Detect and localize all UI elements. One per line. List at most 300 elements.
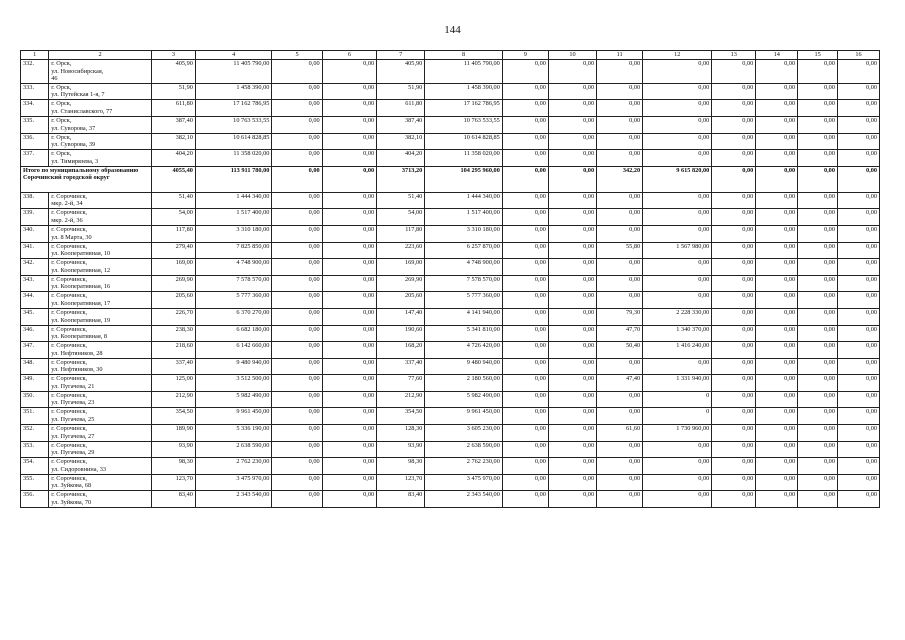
- row-index-cell: 352.: [21, 425, 49, 442]
- table-row: [21, 375, 880, 392]
- column-number-header: 10: [548, 51, 596, 60]
- value-cell: 0,00: [502, 100, 548, 117]
- value-cell: 54,00: [377, 209, 425, 226]
- value-cell: 0,00: [272, 308, 322, 325]
- value-cell: 0,00: [502, 259, 548, 276]
- value-cell: 0,00: [502, 325, 548, 342]
- value-cell: 9 480 940,00: [195, 358, 271, 375]
- value-cell: 0,00: [712, 325, 756, 342]
- value-cell: 169,00: [151, 259, 195, 276]
- address-cell: г. Сорочинск, ул. Пугачева, 25: [49, 408, 152, 425]
- table-row: [21, 242, 880, 259]
- row-index-cell: 332.: [21, 60, 49, 84]
- table-row: [21, 259, 880, 276]
- value-cell: 0,00: [798, 358, 838, 375]
- value-cell: 5 341 810,00: [425, 325, 503, 342]
- value-cell: 0,00: [597, 100, 643, 117]
- address-cell: г. Сорочинск, ул. Пугачева, 29: [49, 441, 152, 458]
- value-cell: 0,00: [322, 192, 376, 209]
- column-number-header: 7: [377, 51, 425, 60]
- value-cell: 0,00: [597, 358, 643, 375]
- value-cell: 337,40: [151, 358, 195, 375]
- value-cell: 0,00: [643, 491, 712, 508]
- value-cell: 0,00: [756, 491, 798, 508]
- value-cell: 279,40: [151, 242, 195, 259]
- value-cell: 0,00: [643, 458, 712, 475]
- value-cell: 190,60: [377, 325, 425, 342]
- value-cell: 0,00: [643, 116, 712, 133]
- value-cell: 0,00: [322, 83, 376, 100]
- row-index-cell: 340.: [21, 225, 49, 242]
- value-cell: 0,00: [712, 133, 756, 150]
- value-cell: 1 416 240,00: [643, 342, 712, 359]
- value-cell: 93,90: [151, 441, 195, 458]
- value-cell: 0,00: [597, 474, 643, 491]
- value-cell: 0,00: [272, 83, 322, 100]
- value-cell: 0,00: [597, 83, 643, 100]
- value-cell: 0,00: [502, 441, 548, 458]
- table-row: [21, 391, 880, 408]
- value-cell: 0,00: [502, 458, 548, 475]
- column-number-header: 4: [195, 51, 271, 60]
- value-cell: 0,00: [597, 491, 643, 508]
- value-cell: 0,00: [272, 375, 322, 392]
- value-cell: 0,00: [798, 60, 838, 84]
- value-cell: 0,00: [597, 441, 643, 458]
- address-cell: г. Орск, ул. Новосибирская, 46: [49, 60, 152, 84]
- value-cell: 0,00: [322, 308, 376, 325]
- value-cell: 5 777 360,00: [195, 292, 271, 309]
- value-cell: 0,00: [837, 491, 879, 508]
- value-cell: 405,90: [377, 60, 425, 84]
- value-cell: 0,00: [272, 408, 322, 425]
- address-cell: г. Сорочинск, ул. Зуйкова, 70: [49, 491, 152, 508]
- value-cell: 0,00: [548, 192, 596, 209]
- value-cell: 6 142 660,00: [195, 342, 271, 359]
- page-number: 144: [444, 24, 461, 36]
- value-cell: 98,30: [377, 458, 425, 475]
- data-table: [20, 50, 880, 508]
- value-cell: 6 257 870,00: [425, 242, 503, 259]
- value-cell: 0: [643, 391, 712, 408]
- value-cell: 0,00: [643, 275, 712, 292]
- column-number-header: 6: [322, 51, 376, 60]
- address-cell: г. Сорочинск, мкр. 2-й, 36: [49, 209, 152, 226]
- value-cell: 0,00: [756, 209, 798, 226]
- row-index-cell: 345.: [21, 308, 49, 325]
- value-cell: 1 458 390,00: [425, 83, 503, 100]
- value-cell: 0,00: [798, 491, 838, 508]
- value-cell: 0,00: [837, 150, 879, 167]
- value-cell: 0,00: [756, 192, 798, 209]
- row-index-cell: 350.: [21, 391, 49, 408]
- value-cell: 0,00: [756, 391, 798, 408]
- value-cell: 0,00: [548, 150, 596, 167]
- value-cell: 226,70: [151, 308, 195, 325]
- row-index-cell: 344.: [21, 292, 49, 309]
- value-cell: 0,00: [756, 116, 798, 133]
- value-cell: 98,30: [151, 458, 195, 475]
- value-cell: 0,00: [837, 474, 879, 491]
- address-cell: г. Орск, ул. Путейская 1-я, 7: [49, 83, 152, 100]
- value-cell: 212,90: [377, 391, 425, 408]
- address-cell: г. Орск, ул. Суворова, 37: [49, 116, 152, 133]
- value-cell: 125,00: [151, 375, 195, 392]
- address-cell: г. Орск, ул. Тимирязева, 3: [49, 150, 152, 167]
- value-cell: 0,00: [322, 425, 376, 442]
- value-cell: 0,00: [798, 391, 838, 408]
- value-cell: 0,00: [798, 325, 838, 342]
- value-cell: 0,00: [837, 425, 879, 442]
- value-cell: 0,00: [502, 342, 548, 359]
- table-row: [21, 150, 880, 167]
- value-cell: 0,00: [837, 225, 879, 242]
- value-cell: 2 638 590,00: [195, 441, 271, 458]
- value-cell: 51,40: [377, 192, 425, 209]
- value-cell: 0,00: [798, 474, 838, 491]
- address-cell: г. Сорочинск, ул. 8 Марта, 30: [49, 225, 152, 242]
- value-cell: 0,00: [502, 209, 548, 226]
- value-cell: 7 825 850,00: [195, 242, 271, 259]
- value-cell: 0,00: [712, 425, 756, 442]
- value-cell: 1 517 400,00: [425, 209, 503, 226]
- value-cell: 0: [643, 408, 712, 425]
- value-cell: 189,90: [151, 425, 195, 442]
- table-row: [21, 60, 880, 84]
- total-value-cell: 0,00: [756, 166, 798, 192]
- value-cell: 93,90: [377, 441, 425, 458]
- value-cell: 10 614 828,85: [195, 133, 271, 150]
- value-cell: 238,30: [151, 325, 195, 342]
- value-cell: 123,70: [377, 474, 425, 491]
- total-label: Итого по муниципальному образованию Сорочинский городской округ: [21, 166, 152, 192]
- value-cell: 0,00: [548, 408, 596, 425]
- value-cell: 405,90: [151, 60, 195, 84]
- value-cell: 17 162 786,95: [195, 100, 271, 117]
- value-cell: 1 444 340,00: [195, 192, 271, 209]
- value-cell: 0,00: [756, 458, 798, 475]
- total-value-cell: 0,00: [837, 166, 879, 192]
- value-cell: 147,40: [377, 308, 425, 325]
- value-cell: 382,10: [151, 133, 195, 150]
- value-cell: 0,00: [756, 225, 798, 242]
- value-cell: 0,00: [322, 325, 376, 342]
- value-cell: 0,00: [643, 209, 712, 226]
- value-cell: 0,00: [837, 292, 879, 309]
- total-value-cell: 104 295 960,00: [425, 166, 503, 192]
- value-cell: 0,00: [597, 458, 643, 475]
- value-cell: 0,00: [548, 425, 596, 442]
- value-cell: 0,00: [322, 116, 376, 133]
- value-cell: 3 475 970,00: [195, 474, 271, 491]
- value-cell: 0,00: [837, 83, 879, 100]
- column-number-header: 11: [597, 51, 643, 60]
- value-cell: 0,00: [548, 375, 596, 392]
- value-cell: 0,00: [322, 242, 376, 259]
- value-cell: 0,00: [798, 83, 838, 100]
- address-cell: г. Сорочинск, ул. Кооперативная, 8: [49, 325, 152, 342]
- value-cell: 0,00: [597, 275, 643, 292]
- value-cell: 0,00: [272, 441, 322, 458]
- table-row: [21, 308, 880, 325]
- value-cell: 0,00: [643, 133, 712, 150]
- total-value-cell: 3713,20: [377, 166, 425, 192]
- value-cell: 0,00: [712, 150, 756, 167]
- row-index-cell: 354.: [21, 458, 49, 475]
- value-cell: 0,00: [798, 342, 838, 359]
- value-cell: 0,00: [548, 474, 596, 491]
- table-row: [21, 325, 880, 342]
- value-cell: 0,00: [272, 259, 322, 276]
- column-number-row: [21, 51, 880, 60]
- value-cell: 0,00: [756, 474, 798, 491]
- value-cell: 0,00: [712, 292, 756, 309]
- column-number-header: 5: [272, 51, 322, 60]
- value-cell: 0,00: [502, 275, 548, 292]
- value-cell: 83,40: [377, 491, 425, 508]
- value-cell: 354,50: [377, 408, 425, 425]
- value-cell: 3 310 180,00: [425, 225, 503, 242]
- value-cell: 0,00: [756, 358, 798, 375]
- value-cell: 0,00: [837, 242, 879, 259]
- value-cell: 168,20: [377, 342, 425, 359]
- value-cell: 0,00: [643, 60, 712, 84]
- value-cell: 0,00: [712, 491, 756, 508]
- table-row: [21, 474, 880, 491]
- value-cell: 0,00: [798, 133, 838, 150]
- row-index-cell: 337.: [21, 150, 49, 167]
- value-cell: 79,30: [597, 308, 643, 325]
- value-cell: 117,80: [377, 225, 425, 242]
- value-cell: 0,00: [548, 358, 596, 375]
- value-cell: 0,00: [798, 441, 838, 458]
- value-cell: 0,00: [548, 292, 596, 309]
- value-cell: 0,00: [756, 242, 798, 259]
- value-cell: 0,00: [502, 375, 548, 392]
- value-cell: 0,00: [597, 408, 643, 425]
- value-cell: 0,00: [597, 292, 643, 309]
- address-cell: г. Сорочинск, ул. Кооперативная, 19: [49, 308, 152, 325]
- value-cell: 0,00: [712, 192, 756, 209]
- value-cell: 50,40: [597, 342, 643, 359]
- value-cell: 0,00: [322, 375, 376, 392]
- value-cell: 2 762 230,00: [195, 458, 271, 475]
- value-cell: 0,00: [272, 358, 322, 375]
- value-cell: 0,00: [643, 150, 712, 167]
- value-cell: 2 180 560,00: [425, 375, 503, 392]
- value-cell: 0,00: [798, 259, 838, 276]
- value-cell: 0,00: [322, 408, 376, 425]
- value-cell: 0,00: [643, 192, 712, 209]
- table-row: [21, 458, 880, 475]
- value-cell: 0,00: [548, 133, 596, 150]
- value-cell: 0,00: [502, 242, 548, 259]
- value-cell: 9 961 450,00: [425, 408, 503, 425]
- total-value-cell: 9 615 820,00: [643, 166, 712, 192]
- row-index-cell: 343.: [21, 275, 49, 292]
- value-cell: 0,00: [756, 275, 798, 292]
- value-cell: 0,00: [322, 358, 376, 375]
- total-value-cell: 4055,40: [151, 166, 195, 192]
- value-cell: 223,60: [377, 242, 425, 259]
- table-row: [21, 491, 880, 508]
- address-cell: г. Сорочинск, ул. Нефтяников, 28: [49, 342, 152, 359]
- value-cell: 0,00: [837, 342, 879, 359]
- address-cell: г. Сорочинск, ул. Пугачева, 23: [49, 391, 152, 408]
- value-cell: 0,00: [712, 242, 756, 259]
- column-number-header: 1: [21, 51, 49, 60]
- value-cell: 0,00: [548, 116, 596, 133]
- column-number-header: 3: [151, 51, 195, 60]
- value-cell: 0,00: [548, 458, 596, 475]
- value-cell: 0,00: [643, 225, 712, 242]
- value-cell: 0,00: [502, 491, 548, 508]
- total-value-cell: 113 911 780,00: [195, 166, 271, 192]
- value-cell: 0,00: [322, 474, 376, 491]
- value-cell: 2 343 540,00: [425, 491, 503, 508]
- address-cell: г. Сорочинск, мкр. 2-й, 34: [49, 192, 152, 209]
- value-cell: 0,00: [322, 60, 376, 84]
- value-cell: 3 475 970,00: [425, 474, 503, 491]
- value-cell: 0,00: [837, 209, 879, 226]
- total-value-cell: 0,00: [798, 166, 838, 192]
- value-cell: 11 358 020,00: [425, 150, 503, 167]
- value-cell: 83,40: [151, 491, 195, 508]
- address-cell: г. Сорочинск, ул. Сидоровнина, 33: [49, 458, 152, 475]
- row-index-cell: 351.: [21, 408, 49, 425]
- value-cell: 0,00: [712, 391, 756, 408]
- value-cell: 0,00: [272, 192, 322, 209]
- row-index-cell: 356.: [21, 491, 49, 508]
- value-cell: 0,00: [322, 391, 376, 408]
- table-row: [21, 116, 880, 133]
- value-cell: 0,00: [712, 259, 756, 276]
- column-number-header: 15: [798, 51, 838, 60]
- value-cell: 0,00: [548, 391, 596, 408]
- value-cell: 0,00: [322, 100, 376, 117]
- value-cell: 0,00: [643, 292, 712, 309]
- value-cell: 0,00: [756, 308, 798, 325]
- row-index-cell: 346.: [21, 325, 49, 342]
- value-cell: 0,00: [502, 358, 548, 375]
- value-cell: 9 961 450,00: [195, 408, 271, 425]
- value-cell: 0,00: [837, 133, 879, 150]
- value-cell: 0,00: [712, 358, 756, 375]
- value-cell: 0,00: [548, 491, 596, 508]
- value-cell: 0,00: [643, 441, 712, 458]
- value-cell: 0,00: [756, 375, 798, 392]
- value-cell: 0,00: [712, 342, 756, 359]
- value-cell: 0,00: [597, 150, 643, 167]
- value-cell: 0,00: [712, 116, 756, 133]
- value-cell: 0,00: [322, 491, 376, 508]
- value-cell: 0,00: [837, 408, 879, 425]
- value-cell: 0,00: [798, 150, 838, 167]
- value-cell: 6 682 180,00: [195, 325, 271, 342]
- address-cell: г. Сорочинск, ул. Зуйкова, 68: [49, 474, 152, 491]
- value-cell: 0,00: [837, 375, 879, 392]
- value-cell: 0,00: [322, 458, 376, 475]
- value-cell: 0,00: [548, 100, 596, 117]
- value-cell: 0,00: [837, 60, 879, 84]
- value-cell: 0,00: [643, 259, 712, 276]
- value-cell: 269,90: [377, 275, 425, 292]
- value-cell: 0,00: [548, 225, 596, 242]
- value-cell: 10 763 533,55: [195, 116, 271, 133]
- column-number-header: 8: [425, 51, 503, 60]
- address-cell: г. Сорочинск, ул. Нефтяников, 30: [49, 358, 152, 375]
- value-cell: 0,00: [322, 259, 376, 276]
- value-cell: 2 228 330,00: [643, 308, 712, 325]
- value-cell: 1 567 980,00: [643, 242, 712, 259]
- value-cell: 0,00: [643, 358, 712, 375]
- value-cell: 1 517 400,00: [195, 209, 271, 226]
- value-cell: 0,00: [272, 60, 322, 84]
- value-cell: 0,00: [597, 209, 643, 226]
- value-cell: 0,00: [756, 100, 798, 117]
- table-row: [21, 441, 880, 458]
- value-cell: 0,00: [756, 342, 798, 359]
- value-cell: 47,70: [597, 325, 643, 342]
- table-row: [21, 408, 880, 425]
- value-cell: 0,00: [502, 83, 548, 100]
- value-cell: 0,00: [798, 242, 838, 259]
- value-cell: 0,00: [502, 425, 548, 442]
- value-cell: 0,00: [837, 259, 879, 276]
- table-row: [21, 292, 880, 309]
- value-cell: 387,40: [377, 116, 425, 133]
- value-cell: 0,00: [272, 275, 322, 292]
- value-cell: 51,90: [377, 83, 425, 100]
- value-cell: 0,00: [712, 458, 756, 475]
- value-cell: 0,00: [502, 391, 548, 408]
- column-number-header: 9: [502, 51, 548, 60]
- value-cell: 0,00: [837, 358, 879, 375]
- value-cell: 218,60: [151, 342, 195, 359]
- address-cell: г. Сорочинск, ул. Кооперативная, 16: [49, 275, 152, 292]
- value-cell: 0,00: [712, 275, 756, 292]
- value-cell: 0,00: [798, 116, 838, 133]
- value-cell: 0,00: [712, 225, 756, 242]
- value-cell: 382,10: [377, 133, 425, 150]
- value-cell: 0,00: [798, 408, 838, 425]
- column-number-header: 14: [756, 51, 798, 60]
- value-cell: 0,00: [798, 275, 838, 292]
- value-cell: 611,80: [377, 100, 425, 117]
- row-index-cell: 349.: [21, 375, 49, 392]
- row-index-cell: 341.: [21, 242, 49, 259]
- value-cell: 0,00: [712, 209, 756, 226]
- total-row: [21, 166, 880, 192]
- value-cell: 0,00: [712, 308, 756, 325]
- row-index-cell: 335.: [21, 116, 49, 133]
- total-value-cell: 0,00: [502, 166, 548, 192]
- total-value-cell: 342,20: [597, 166, 643, 192]
- value-cell: 0,00: [502, 225, 548, 242]
- value-cell: 0,00: [548, 275, 596, 292]
- value-cell: 404,20: [151, 150, 195, 167]
- value-cell: 10 763 533,55: [425, 116, 503, 133]
- value-cell: 5 336 190,00: [195, 425, 271, 442]
- value-cell: 0,00: [548, 325, 596, 342]
- value-cell: 0,00: [756, 425, 798, 442]
- value-cell: 0,00: [272, 458, 322, 475]
- value-cell: 0,00: [756, 150, 798, 167]
- value-cell: 0,00: [272, 150, 322, 167]
- value-cell: 0,00: [322, 150, 376, 167]
- row-index-cell: 342.: [21, 259, 49, 276]
- column-number-header: 2: [49, 51, 152, 60]
